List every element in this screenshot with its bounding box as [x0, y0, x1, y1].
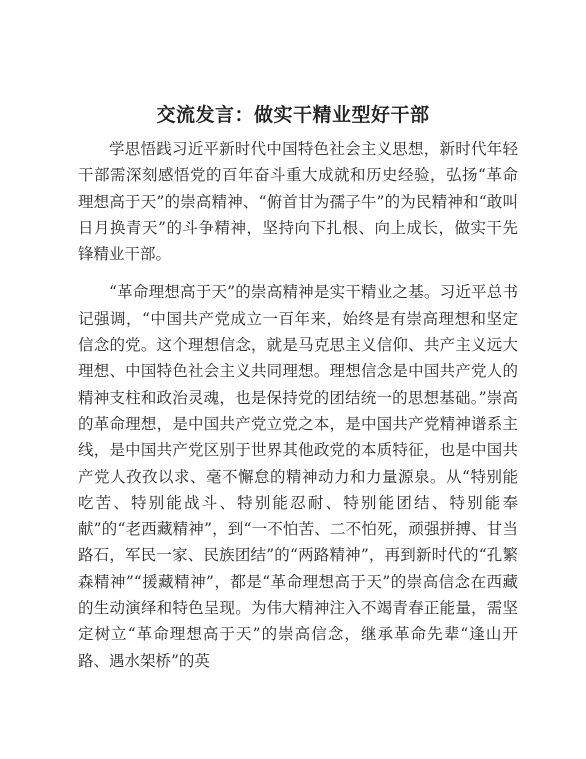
paragraph-intro: 学思悟践习近平新时代中国特色社会主义思想，新时代年轻干部需深刻感悟党的百年奋斗重大成就和历史经验，弘扬“革命理想高于天”的崇高精神、“俯首甘为孺子牛”的为民精神和“敢叫日月换青天”的斗争精神，坚持向下扎根、向上成长，做实干先锋精业干部。: [78, 140, 518, 264]
paragraph-revolutionary-ideals: “革命理想高于天”的崇高精神是实干精业之基。习近平总书记强调，“中国共产党成立一百年来，始终是有崇高理想和坚定信念的党。这个理想信念，就是马克思主义信仰、共产主义远大理想、中国特色社会主义共同理想。理想信念是中国共产党人的精神支柱和政治灵魂，也是保持党的团结统一的思想基础。”崇高的革命理想，是中国共产党立党之本，是中国共产党精神谱系主线，是中国共产党区别于世界其他政党的本质特征，也是中国共产党人孜孜以求、毫不懈怠的精神动力和力量源泉。从“特别能吃苦、特别能战斗、特别能忍耐、特别能团结、特别能奉献”的“老西藏精神”，到“一不怕苦、二不怕死，顽强拼搏、甘当路石，军民一家、民族团结”的“两路精神”，再到新时代的“孔繁森精神”“援藏精神”，都是“革命理想高于天”的崇高信念在西藏的生动演绎和特色呈现。为伟大精神注入不竭青春正能量，需坚定树立“革命理想高于天”的崇高信念，继承革命先辈“逢山开路、遇水架桥”的英: [78, 283, 518, 670]
document-body: [78, 136, 518, 674]
document-title: 交流发言：做实干精业型好干部: [156, 104, 430, 126]
